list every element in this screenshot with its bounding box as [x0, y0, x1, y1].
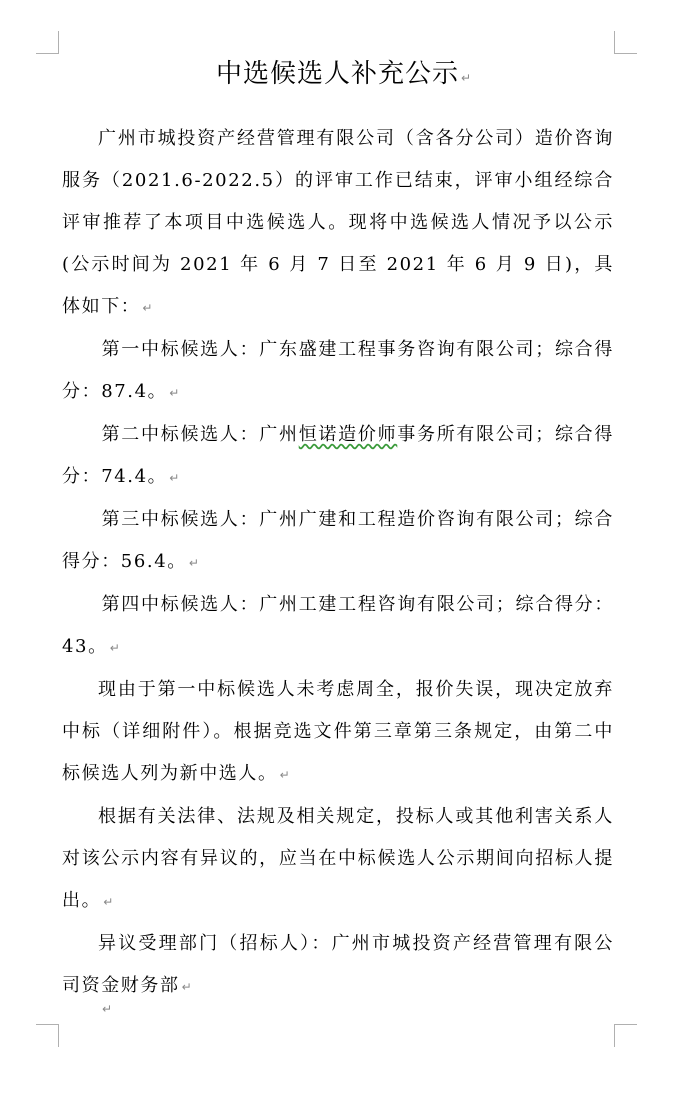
paragraph-mark-icon: ↵ [102, 1002, 113, 1016]
paragraph-mark-icon: ↵ [188, 556, 201, 570]
candidate-2-text-end: 事务所有限公司；综合得分：74.4。 [62, 424, 614, 487]
paragraph-mark-icon: ↵ [109, 641, 122, 655]
crop-mark-top-left [36, 31, 59, 54]
crop-mark-bottom-right [614, 1024, 637, 1047]
candidate-1-text: 第一中标候选人：广东盛建工程事务咨询有限公司；综合得分：87.4。 [62, 339, 614, 402]
notice-text: 现由于第一中标候选人未考虑周全，报价失误，现决定放弃中标（详细附件）。根据竞选文件第三章第三条规定，由第二中标候选人列为新中选人。 [62, 679, 614, 784]
candidate-4-paragraph [62, 584, 614, 669]
empty-paragraph [100, 998, 112, 1017]
candidate-3-text: 第三中标候选人：广州广建和工程造价咨询有限公司；综合得分：56.4。 [62, 509, 614, 572]
candidate-3-paragraph [62, 499, 614, 584]
paragraph-mark-icon: ↵ [279, 768, 292, 782]
paragraph-mark-icon: ↵ [181, 980, 194, 994]
notice-paragraph [62, 669, 614, 796]
paragraph-mark-icon: ↵ [169, 386, 181, 400]
candidate-2-paragraph [62, 414, 614, 499]
department-paragraph [62, 923, 614, 1008]
paragraph-mark-icon: ↵ [142, 301, 155, 315]
candidate-2-text-start: 第二中标候选人：广州 [101, 424, 299, 445]
candidate-4-text: 第四中标候选人：广州工建工程咨询有限公司；综合得分：43。 [62, 594, 614, 657]
candidate-1-paragraph [62, 329, 614, 414]
department-text: 异议受理部门（招标人）：广州市城投资产经营管理有限公司资金财务部 [62, 933, 614, 996]
intro-paragraph [62, 118, 614, 329]
candidate-2-grammar-flagged-text: 恒诺造价师 [298, 424, 398, 445]
paragraph-mark-icon: ↵ [460, 71, 473, 85]
document-body [62, 118, 614, 1008]
objection-paragraph [62, 796, 614, 923]
document-title [0, 54, 688, 98]
paragraph-mark-icon: ↵ [103, 895, 115, 909]
paragraph-mark-icon: ↵ [169, 471, 181, 485]
crop-mark-top-right [614, 31, 637, 54]
objection-text: 根据有关法律、法规及相关规定，投标人或其他利害关系人对该公示内容有异议的，应当在中标候选人公示期间向招标人提出。 [62, 806, 614, 911]
intro-text: 广州市城投资产经营管理有限公司（含各分公司）造价咨询服务（2021.6-2022.5）的评审工作已结束，评审小组经综合评审推荐了本项目中选候选人。现将中选候选人情况予以公示(公示时间为 2021 年 6 月 7 日至 2021 年 6 月 9 日)，具体如下： [62, 128, 614, 317]
title-text: 中选候选人补充公示 [215, 59, 459, 89]
crop-mark-bottom-left [36, 1024, 59, 1047]
